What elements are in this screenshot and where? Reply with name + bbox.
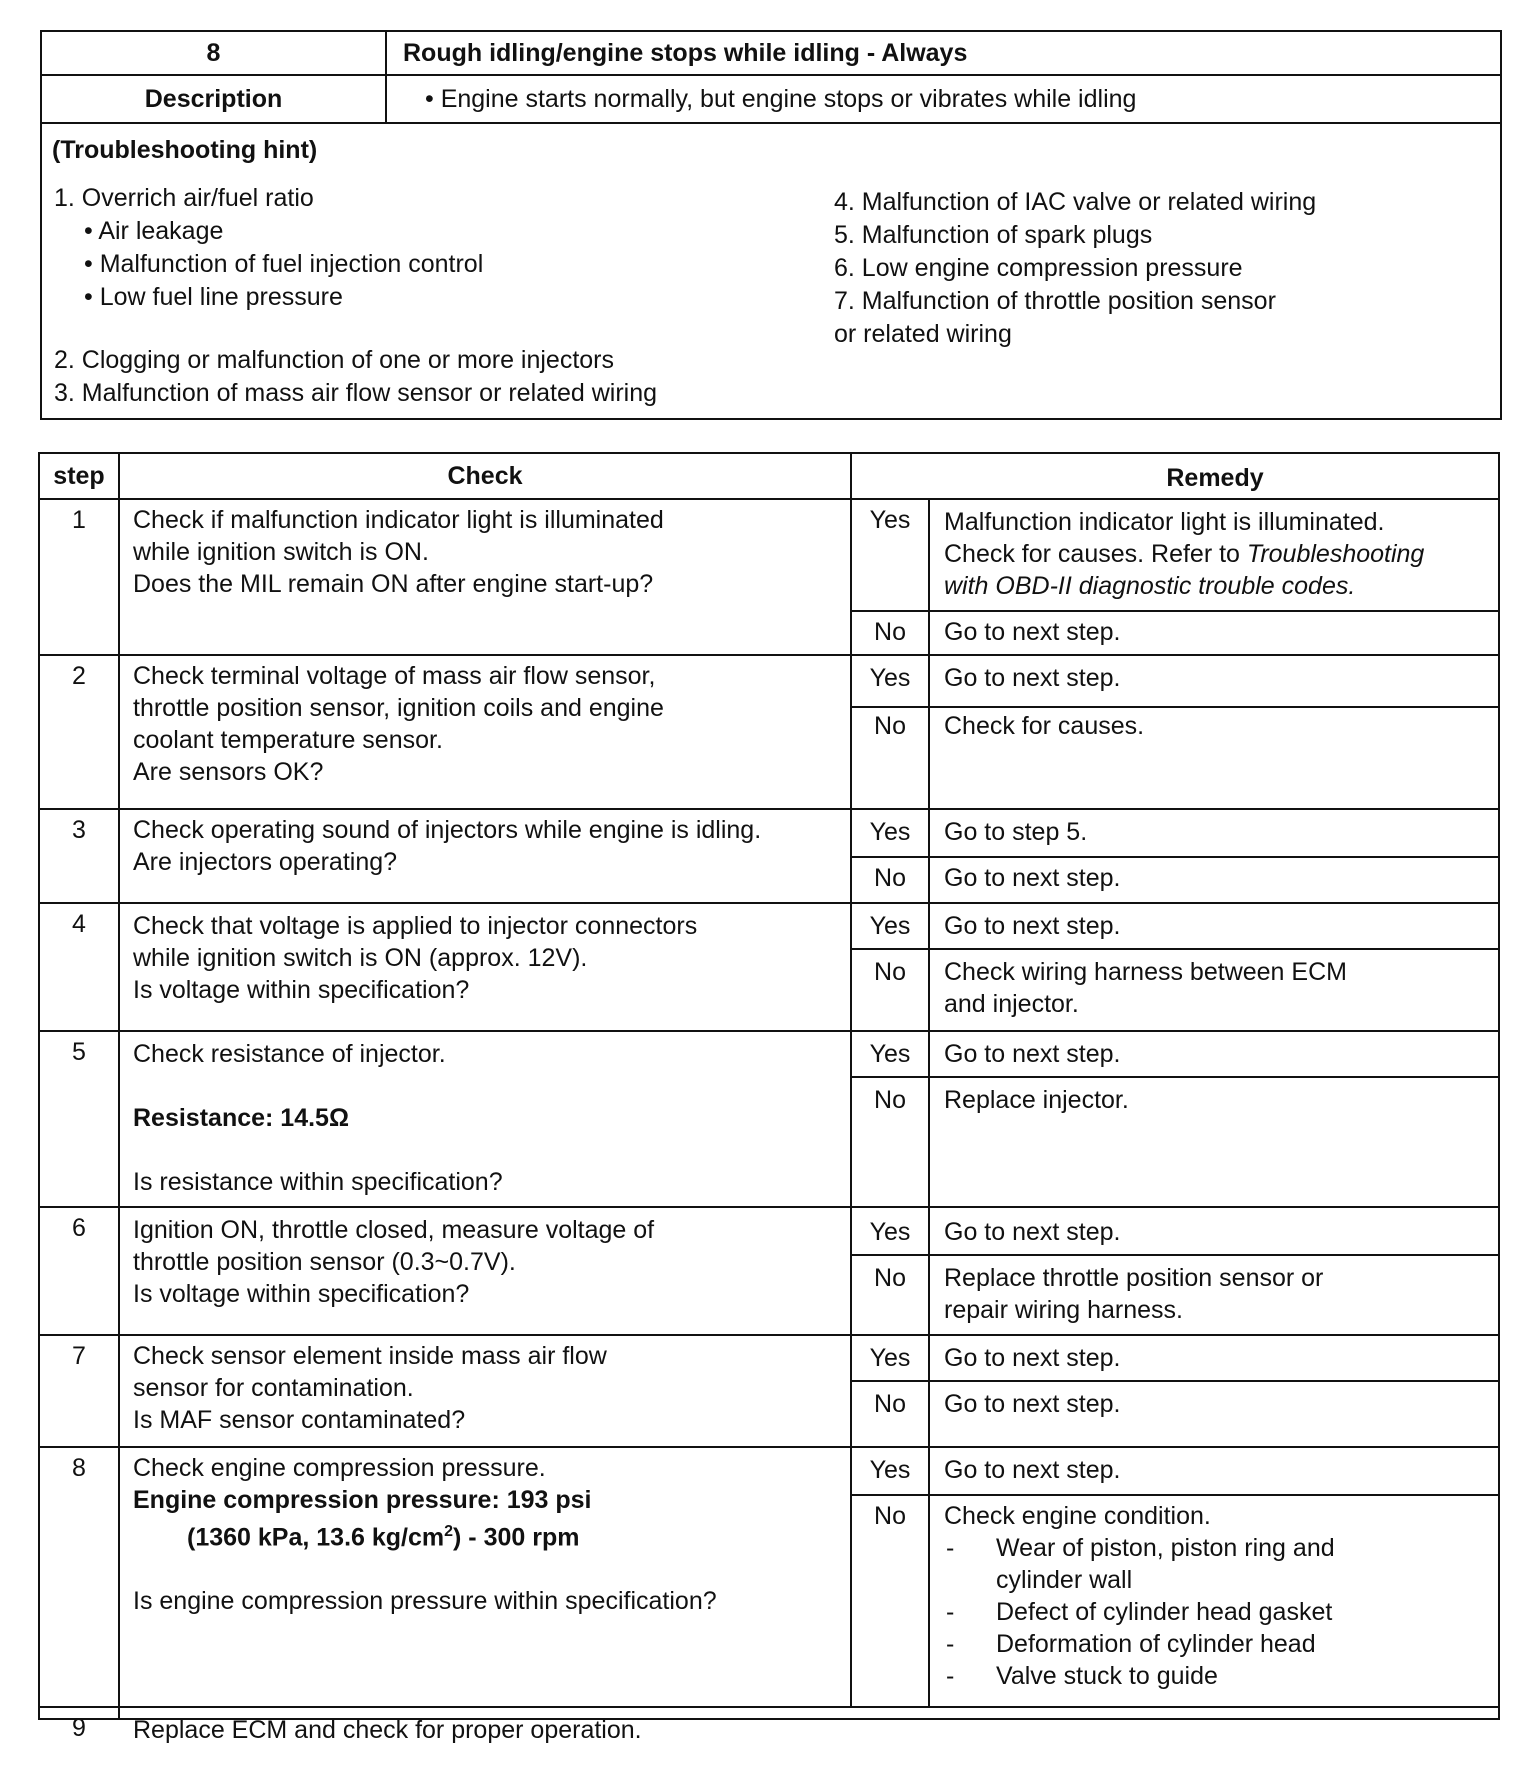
no-remedy: Check for causes.: [944, 712, 1145, 740]
hint-item: 6. Low engine compression pressure: [834, 254, 1243, 282]
check-line: Check if malfunction indicator light is illuminated: [133, 506, 664, 534]
list-dash: -: [946, 1534, 955, 1562]
check-line: throttle position sensor (0.3~0.7V).: [133, 1248, 516, 1276]
procedure-title: Rough idling/engine stops while idling - Always: [403, 38, 968, 67]
check-line: Ignition ON, throttle closed, measure voltage of: [133, 1216, 655, 1244]
header-title-row: [42, 32, 1500, 76]
no-label: No: [874, 1390, 906, 1418]
check-line: Are injectors operating?: [133, 848, 398, 876]
no-remedy: [944, 1262, 1499, 1326]
no-label: No: [874, 618, 906, 646]
yes-remedy: Go to step 5.: [944, 818, 1088, 846]
hint-item: • Low fuel line pressure: [84, 283, 343, 311]
step-check: [133, 1038, 845, 1198]
description-text: • Engine starts normally, but engine stops or vibrates while idling: [425, 84, 1137, 113]
check-line: while ignition switch is ON.: [133, 538, 429, 566]
troubleshooting-hint-title: (Troubleshooting hint): [52, 136, 318, 164]
step-number: 9: [72, 1714, 86, 1742]
hint-item: 7. Malfunction of throttle position sensor: [834, 287, 1276, 315]
hint-item: • Air leakage: [84, 217, 224, 245]
check-line: Does the MIL remain ON after engine start-up?: [133, 570, 654, 598]
remedy-reference: with OBD-II diagnostic trouble codes.: [944, 572, 1356, 600]
check-line: Check that voltage is applied to injector connectors: [133, 912, 698, 940]
check-line: Is MAF sensor contaminated?: [133, 1406, 466, 1434]
step-number: 2: [72, 662, 86, 690]
step-check: [133, 660, 845, 788]
yes-label: Yes: [869, 1344, 911, 1372]
hint-item: • Malfunction of fuel injection control: [84, 250, 484, 278]
check-line: sensor for contamination.: [133, 1374, 414, 1402]
check-line: Check engine compression pressure.: [133, 1454, 546, 1482]
step-number: 8: [72, 1454, 86, 1482]
step-number: 7: [72, 1342, 86, 1370]
remedy-list-item: cylinder wall: [996, 1566, 1133, 1594]
yes-label: Yes: [869, 1456, 911, 1484]
no-remedy: Go to next step.: [944, 1390, 1121, 1418]
yes-label: Yes: [869, 506, 911, 534]
hint-item: 4. Malfunction of IAC valve or related wiring: [834, 188, 1317, 216]
check-line: Check terminal voltage of mass air flow sensor,: [133, 662, 656, 690]
remedy-list-item: - Deformation of cylinder head: [946, 1630, 1316, 1658]
hint-item: 5. Malfunction of spark plugs: [834, 221, 1153, 249]
yes-remedy: Go to next step.: [944, 1040, 1121, 1068]
yes-remedy: [944, 506, 1499, 602]
remedy-reference: Troubleshooting: [1246, 540, 1425, 568]
yes-label: Yes: [869, 1218, 911, 1246]
step-number: 1: [72, 506, 86, 534]
step-number: 5: [72, 1038, 86, 1066]
hint-list-right: [834, 186, 1316, 351]
step-number: 6: [72, 1214, 86, 1242]
check-line: Is voltage within specification?: [133, 976, 470, 1004]
yes-label: Yes: [869, 664, 911, 692]
remedy-line: Replace throttle position sensor or: [944, 1264, 1324, 1292]
no-remedy: [944, 956, 1499, 1020]
specification: Engine compression pressure: 193 psi: [133, 1486, 592, 1514]
check-line: Check resistance of injector.: [133, 1040, 446, 1068]
hint-item: 2. Clogging or malfunction of one or more injectors: [54, 346, 615, 374]
yes-label: Yes: [869, 818, 911, 846]
check-line: throttle position sensor, ignition coils and engine: [133, 694, 664, 722]
hint-item: or related wiring: [834, 320, 1012, 348]
remedy-list-item: - Defect of cylinder head gasket: [946, 1598, 1333, 1626]
no-label: No: [874, 1086, 906, 1114]
remedy-list-item: - Wear of piston, piston ring and: [946, 1534, 1335, 1562]
yes-remedy: Go to next step.: [944, 1456, 1121, 1484]
remedy-line: Check engine condition.: [944, 1502, 1211, 1530]
specification: (1360 kPa, 13.6 $kg/cm^2) - 300$ rpm: [187, 1523, 580, 1552]
no-label: No: [874, 1502, 906, 1530]
list-dash: -: [946, 1598, 955, 1626]
hint-spacer: [54, 314, 657, 344]
yes-label: Yes: [869, 912, 911, 940]
step-number: 4: [72, 910, 86, 938]
step-check: [133, 814, 845, 878]
list-dash: -: [946, 1630, 955, 1658]
yes-remedy: Go to next step.: [944, 1344, 1121, 1372]
no-label: No: [874, 958, 906, 986]
diagnostic-step-table: [38, 452, 1500, 1744]
check-line: Check operating sound of injectors while engine is idling.: [133, 816, 762, 844]
hint-item: 1. Overrich air/fuel ratio: [54, 184, 314, 212]
step-check: [133, 1214, 845, 1310]
yes-remedy: Go to next step.: [944, 912, 1121, 940]
check-line: Is resistance within specification?: [133, 1168, 503, 1196]
yes-remedy: Go to next step.: [944, 1218, 1121, 1246]
no-remedy: Go to next step.: [944, 864, 1121, 892]
check-column-header: Check: [447, 462, 523, 490]
yes-remedy: Go to next step.: [944, 664, 1121, 692]
no-remedy: Go to next step.: [944, 618, 1121, 646]
remedy-line: repair wiring harness.: [944, 1296, 1183, 1324]
remedy-line: Check for causes. Refer to: [944, 540, 1247, 568]
step-check: Replace ECM and check for proper operation.: [133, 1716, 642, 1744]
diagnosis-header-box: [40, 30, 1502, 420]
no-label: No: [874, 1264, 906, 1292]
check-line: while ignition switch is ON (approx. 12V).: [133, 944, 588, 972]
check-line: Is voltage within specification?: [133, 1280, 470, 1308]
remedy-line: Check wiring harness between ECM: [944, 958, 1347, 986]
specification: Resistance: 14.5Ω: [133, 1104, 349, 1132]
remedy-column-header: Remedy: [1166, 464, 1264, 492]
check-line: coolant temperature sensor.: [133, 726, 443, 754]
remedy-line: Malfunction indicator light is illuminated.: [944, 508, 1385, 536]
step-check: [133, 1452, 845, 1617]
no-label: No: [874, 712, 906, 740]
step-column-header: step: [53, 462, 105, 490]
remedy-list-item: - Valve stuck to guide: [946, 1662, 1218, 1690]
description-label: Description: [42, 76, 387, 122]
procedure-number: 8: [42, 32, 387, 74]
step-check: [133, 1340, 845, 1436]
no-remedy: Replace injector.: [944, 1086, 1129, 1114]
yes-label: Yes: [869, 1040, 911, 1068]
no-remedy: [944, 1500, 1499, 1692]
step-number: 3: [72, 816, 86, 844]
remedy-line: and injector.: [944, 990, 1079, 1018]
step-check: [133, 910, 845, 1006]
no-label: No: [874, 864, 906, 892]
hint-item: 3. Malfunction of mass air flow sensor or related wiring: [54, 379, 658, 407]
check-line: Check sensor element inside mass air flow: [133, 1342, 607, 1370]
list-dash: -: [946, 1662, 955, 1690]
check-line: Are sensors OK?: [133, 758, 324, 786]
hint-list-left: [54, 182, 657, 410]
step-check: [133, 504, 845, 600]
header-description-row: [42, 76, 1500, 124]
check-line: Is engine compression pressure within specification?: [133, 1587, 717, 1616]
